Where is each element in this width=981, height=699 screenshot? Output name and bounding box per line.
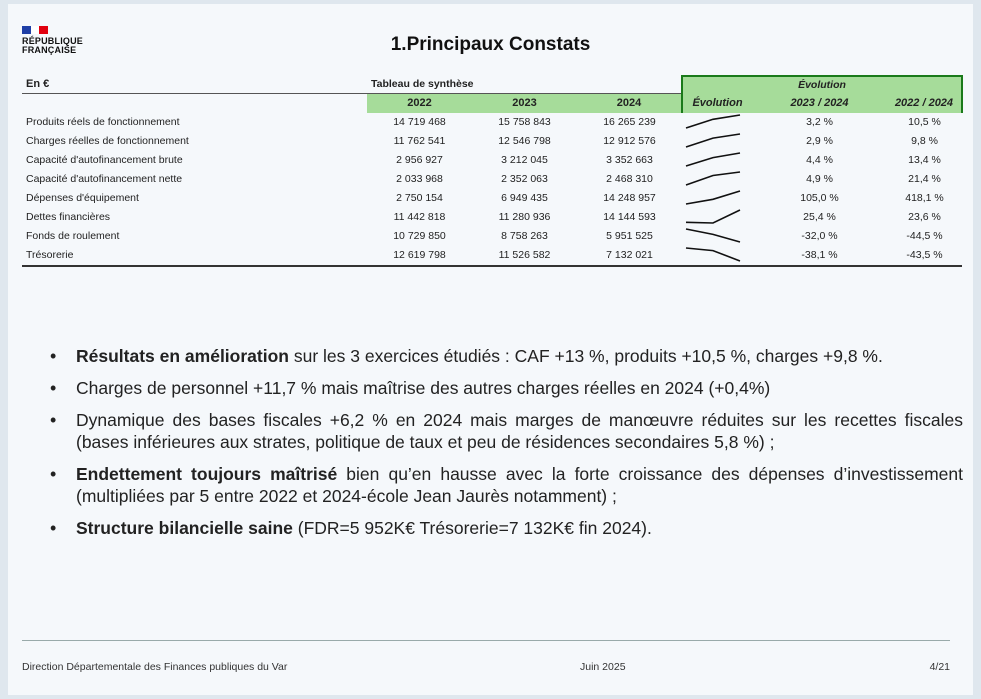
logo-line1: RÉPUBLIQUE (22, 36, 84, 46)
finding-emphasis: Structure bilancielle saine (76, 518, 293, 538)
sparkline-icon (682, 246, 752, 265)
evolution-2022-2024: 23,6 % (908, 211, 941, 223)
finding-text: (FDR=5 952K€ Trésorerie=7 132K€ fin 2024). (292, 518, 652, 538)
unit-label: En € (22, 76, 367, 93)
evolution-2023-2024: 105,0 % (800, 192, 839, 204)
sparkline-icon (682, 132, 752, 151)
trend-sparkline (682, 189, 752, 208)
table-row (22, 246, 962, 266)
value-2024: 2 468 310 (606, 173, 653, 185)
finding-text: bien qu’en hausse avec la forte croissance des dépenses d’investissement (multipliées par 5 entre 2022 et 2024-école Jean Jaurès notamment) ; (76, 464, 963, 506)
row-label: Dettes financières (26, 211, 111, 223)
evolution-2022-2024: 21,4 % (908, 173, 941, 185)
trend-sparkline (682, 246, 752, 266)
value-2023: 15 758 843 (498, 116, 551, 128)
evolution-2022-2024: 10,5 % (908, 116, 941, 128)
value-2024: 3 352 663 (606, 154, 653, 166)
table-row (22, 208, 962, 227)
row-label: Trésorerie (22, 246, 367, 266)
table-row (22, 113, 962, 132)
row-label: Charges réelles de fonctionnement (26, 135, 189, 147)
sparkline-icon (682, 208, 752, 227)
french-flag-icon (22, 26, 48, 34)
col-2024: 2024 (577, 93, 682, 113)
value-2022: 2 033 968 (396, 173, 443, 185)
finding-emphasis: Endettement toujours maîtrisé (76, 464, 338, 484)
value-2022: 2 750 154 (396, 192, 443, 204)
value-2023: 3 212 045 (501, 154, 548, 166)
value-2024: 7 132 021 (577, 246, 682, 266)
footer-organization: Direction Départementale des Finances publiques du Var (22, 661, 288, 673)
table-row (22, 227, 962, 246)
finding-item (48, 409, 963, 453)
trend-sparkline (682, 227, 752, 246)
page-title: 1.Principaux Constats (390, 34, 591, 55)
footer-page-number: 4/21 (929, 661, 950, 673)
evolution-2023-2024: 25,4 % (803, 211, 836, 223)
evolution-2023-2024: 3,2 % (806, 116, 833, 128)
row-label: Produits réels de fonctionnement (26, 116, 180, 128)
value-2022: 11 762 541 (393, 135, 446, 147)
value-2023: 8 758 263 (501, 230, 548, 242)
finding-emphasis: Résultats en amélioration (76, 346, 289, 366)
evolution-2022-2024: -43,5 % (887, 246, 962, 266)
table-row (22, 189, 962, 208)
finding-item (48, 463, 963, 507)
evolution-2023-2024: 4,4 % (806, 154, 833, 166)
findings-list (48, 345, 963, 549)
trend-sparkline (682, 170, 752, 189)
synthesis-table (22, 75, 962, 267)
evolution-group-header: Évolution (682, 76, 962, 93)
value-2024: 12 912 576 (603, 135, 656, 147)
finding-item (48, 517, 963, 539)
trend-sparkline (682, 113, 752, 132)
value-2023: 12 546 798 (498, 135, 551, 147)
table-row (22, 132, 962, 151)
evolution-2022-2024: 13,4 % (908, 154, 941, 166)
evolution-2023-2024: -32,0 % (801, 230, 838, 242)
evolution-2023-2024: -38,1 % (752, 246, 887, 266)
synthesis-label: Tableau de synthèse (367, 76, 682, 93)
trend-sparkline (682, 208, 752, 227)
evolution-2022-2024: 9,8 % (911, 135, 938, 147)
finding-text: Charges de personnel +11,7 % mais maîtrise des autres charges réelles en 2024 (+0,4%) (76, 378, 771, 398)
value-2024: 14 248 957 (603, 192, 656, 204)
table-row (22, 151, 962, 170)
col-2022-2024: 2022 / 2024 (887, 93, 962, 113)
value-2023: 6 949 435 (501, 192, 548, 204)
evolution-2022-2024: -44,5 % (906, 230, 943, 242)
row-label: Capacité d'autofinancement brute (26, 154, 183, 166)
row-label: Fonds de roulement (26, 230, 120, 242)
value-2023: 2 352 063 (501, 173, 548, 185)
sparkline-icon (682, 151, 752, 170)
value-2022: 11 442 818 (393, 211, 446, 223)
sparkline-icon (682, 189, 752, 208)
trend-sparkline (682, 132, 752, 151)
value-2022: 14 719 468 (393, 116, 446, 128)
evolution-2023-2024: 4,9 % (806, 173, 833, 185)
sparkline-icon (682, 170, 752, 189)
finding-item (48, 377, 963, 399)
evolution-2022-2024: 418,1 % (905, 192, 944, 204)
row-label: Capacité d'autofinancement nette (26, 173, 183, 185)
sparkline-icon (682, 227, 752, 246)
sparkline-icon (682, 113, 752, 132)
value-2024: 16 265 239 (603, 116, 656, 128)
col-2023: 2023 (472, 93, 577, 113)
value-2022: 10 729 850 (393, 230, 446, 242)
value-2023: 11 526 582 (472, 246, 577, 266)
evolution-2023-2024: 2,9 % (806, 135, 833, 147)
logo-line2: FRANÇAISE (22, 45, 77, 55)
col-2023-2024: 2023 / 2024 (752, 93, 887, 113)
col-2022: 2022 (367, 93, 472, 113)
row-label: Dépenses d'équipement (26, 192, 139, 204)
finding-text: Dynamique des bases fiscales +6,2 % en 2024 mais marges de manœuvre réduites sur les recettes fiscales (bases inférieures aux strates, politique de taux et peu de résidences secondaires 5,8 %) ; (76, 410, 963, 452)
col-evolution: Évolution (682, 93, 752, 113)
footer (22, 640, 950, 673)
footer-date: Juin 2025 (580, 661, 626, 673)
value-2024: 5 951 525 (606, 230, 653, 242)
value-2022: 12 619 798 (367, 246, 472, 266)
trend-sparkline (682, 151, 752, 170)
value-2023: 11 280 936 (498, 211, 551, 223)
table-row (22, 170, 962, 189)
finding-item (48, 345, 963, 367)
value-2022: 2 956 927 (396, 154, 443, 166)
value-2024: 14 144 593 (603, 211, 656, 223)
finding-text: sur les 3 exercices étudiés : CAF +13 %, produits +10,5 %, charges +9,8 %. (288, 346, 883, 366)
